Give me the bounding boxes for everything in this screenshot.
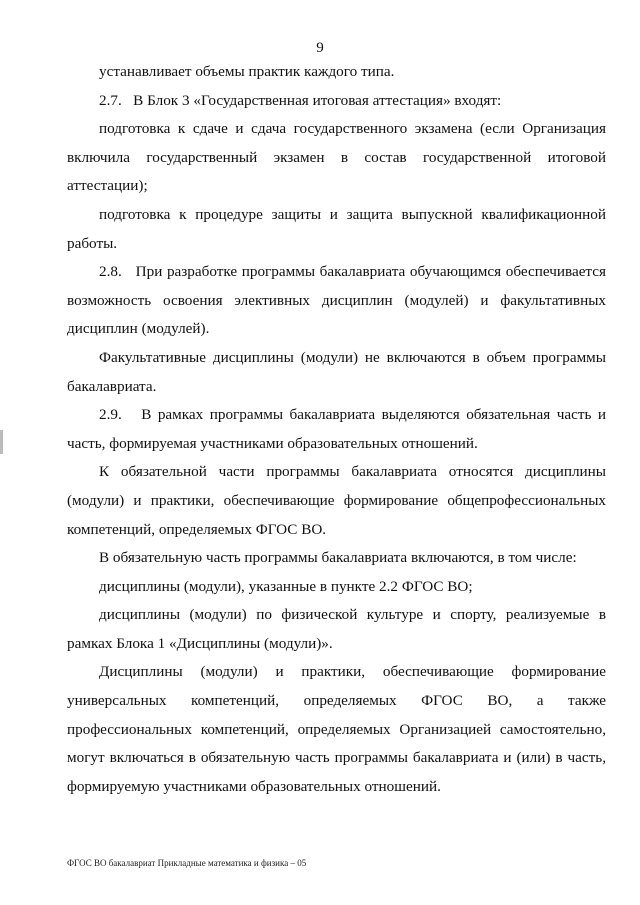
paragraph: 2.7. В Блок 3 «Государственная итоговая аттестация» входят: <box>99 91 502 109</box>
paragraph: 2.8. При разработке программы бакалавриата обучающимся обеспечивается возможность освоения элективных дисциплин (модулей) и факультативных дисциплин (модулей). <box>67 263 606 338</box>
scan-edge-mark <box>0 430 3 454</box>
paragraph: дисциплины (модули) по физической культуре и спорту, реализуемые в рамках Блока 1 «Дисциплины (модули)». <box>67 606 606 652</box>
paragraph: К обязательной части программы бакалавриата относятся дисциплины (модули) и практики, обеспечивающие формирование общепрофессиональных компетенций, определяемых ФГОС ВО. <box>67 463 606 538</box>
paragraph: дисциплины (модули), указанные в пункте 2.2 ФГОС ВО; <box>99 577 473 595</box>
paragraph: устанавливает объемы практик каждого типа. <box>99 63 395 80</box>
paragraph: 2.9. В рамках программы бакалавриата выделяются обязательная часть и часть, формируемая участниками образовательных отношений. <box>67 406 606 452</box>
page-number: 9 <box>316 40 324 56</box>
document-body <box>67 58 606 801</box>
paragraph: Факультативные дисциплины (модули) не включаются в объем программы бакалавриата. <box>67 348 606 395</box>
paragraph: В обязательную часть программы бакалавриата включаются, в том числе: <box>99 549 577 567</box>
paragraph: подготовка к сдаче и сдача государственного экзамена (если Организация включила государственный экзамен в состав государственной итоговой аттестации); <box>67 120 606 195</box>
paragraph: Дисциплины (модули) и практики, обеспечивающие формирование универсальных компетенций, определяемых ФГОС ВО, а также профессиональных компетенций, определяемых Организацией самостоятельно, могут включаться в обязательную часть программы бакалавриата и (или) в часть, формируемую участниками образовательных отношений. <box>67 663 606 795</box>
page-footer: ФГОС ВО бакалавриат Прикладные математика и физика – 05 <box>67 858 307 868</box>
paragraph: подготовка к процедуре защиты и защита выпускной квалификационной работы. <box>67 205 606 252</box>
